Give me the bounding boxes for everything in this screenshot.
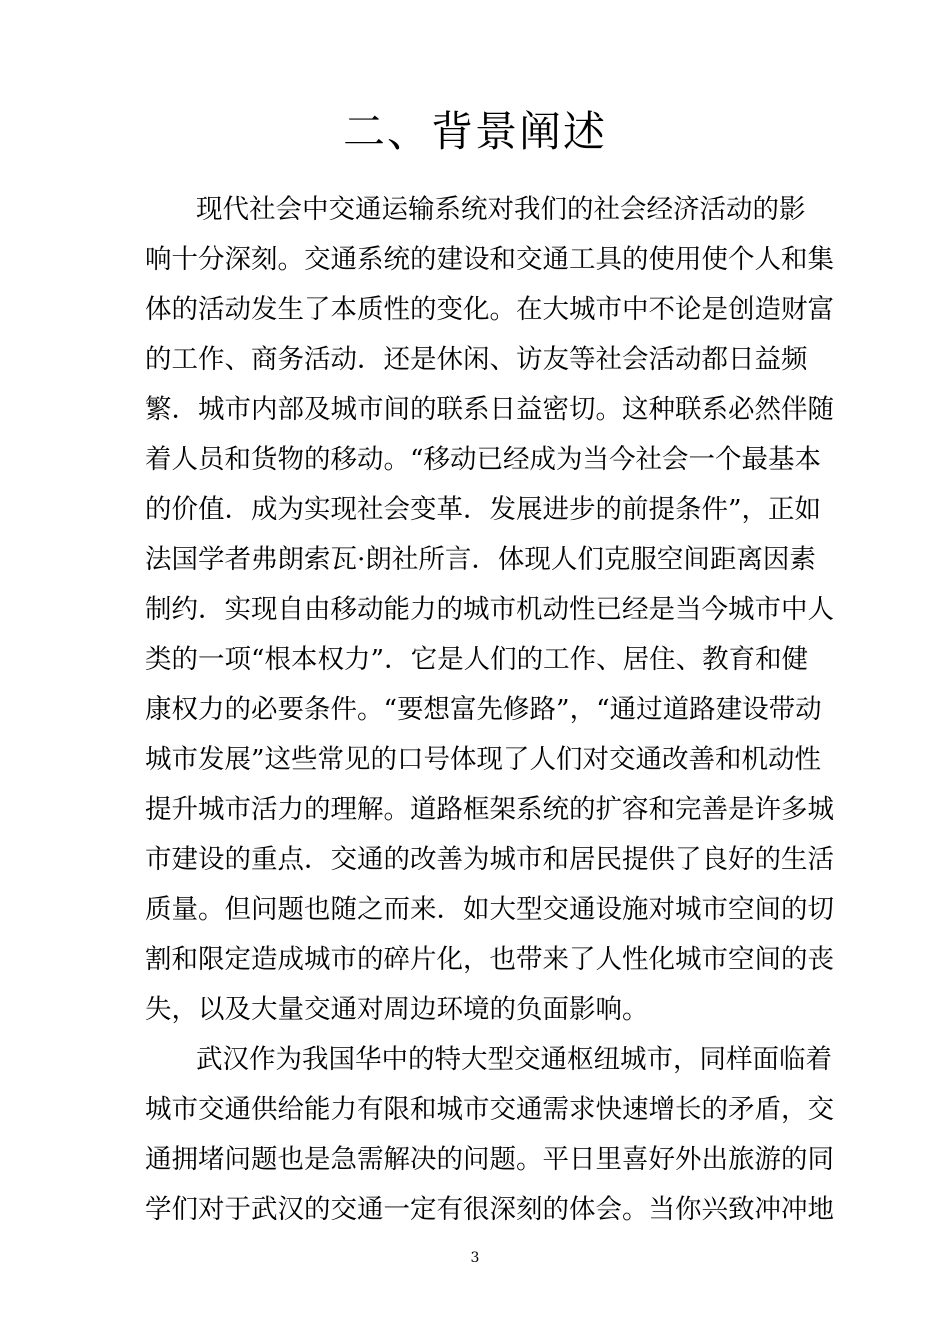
paragraph-1-line-8: 法国学者弗朗索瓦·朗社所言．体现人们克服空间距离因素	[145, 544, 816, 575]
paragraph-2-line-4: 学们对于武汉的交通一定有很深刻的体会。当你兴致冲冲地	[145, 1194, 834, 1225]
paragraph-1-line-12: 城市发展”这些常见的口号体现了人们对交通改善和机动性	[145, 744, 822, 775]
paragraph-1-line-5: 繁．城市内部及城市间的联系日益密切。这种联系必然伴随	[145, 394, 834, 425]
paragraph-1-line-9: 制约．实现自由移动能力的城市机动性已经是当今城市中人	[145, 594, 834, 625]
paragraph-1-line-10: 类的一项“根本权力”．它是人们的工作、居住、教育和健	[145, 644, 809, 675]
paragraph-1-line-13: 提升城市活力的理解。道路框架系统的扩容和完善是许多城	[145, 794, 834, 825]
paragraph-1-line-3: 体的活动发生了本质性的变化。在大城市中不论是创造财富	[145, 294, 834, 325]
page-number: 3	[470, 1250, 480, 1266]
paragraph-1-line-14: 市建设的重点．交通的改善为城市和居民提供了良好的生活	[145, 844, 834, 875]
paragraph-1-line-11: 康权力的必要条件。“要想富先修路”，“通过道路建设带动	[145, 694, 822, 725]
paragraph-1-line-2: 响十分深刻。交通系统的建设和交通工具的使用使个人和集	[145, 244, 834, 275]
paragraph-1-line-1: 现代社会中交通运输系统对我们的社会经济活动的影	[196, 194, 806, 225]
paragraph-1-line-7: 的价值．成为实现社会变革．发展进步的前提条件”，正如	[145, 494, 822, 525]
paragraph-1-line-4: 的工作、商务活动．还是休闲、访友等社会活动都日益频	[145, 344, 808, 375]
paragraph-2-line-1: 武汉作为我国华中的特大型交通枢纽城市，同样面临着	[196, 1044, 832, 1075]
paragraph-2-line-3: 通拥堵问题也是急需解决的问题。平日里喜好外出旅游的同	[145, 1144, 834, 1175]
page-title: 二、背景阐述	[342, 107, 607, 156]
paragraph-1-line-15: 质量。但问题也随之而来．如大型交通设施对城市空间的切	[145, 894, 834, 925]
paragraph-1-line-6: 着人员和货物的移动。“移动已经成为当今社会一个最基本	[145, 444, 822, 475]
paragraph-1-line-17: 失，以及大量交通对周边环境的负面影响。	[145, 994, 649, 1025]
paragraph-1-line-16: 割和限定造成城市的碎片化，也带来了人性化城市空间的丧	[145, 944, 834, 975]
paragraph-2-line-2: 城市交通供给能力有限和城市交通需求快速增长的矛盾，交	[145, 1094, 834, 1125]
